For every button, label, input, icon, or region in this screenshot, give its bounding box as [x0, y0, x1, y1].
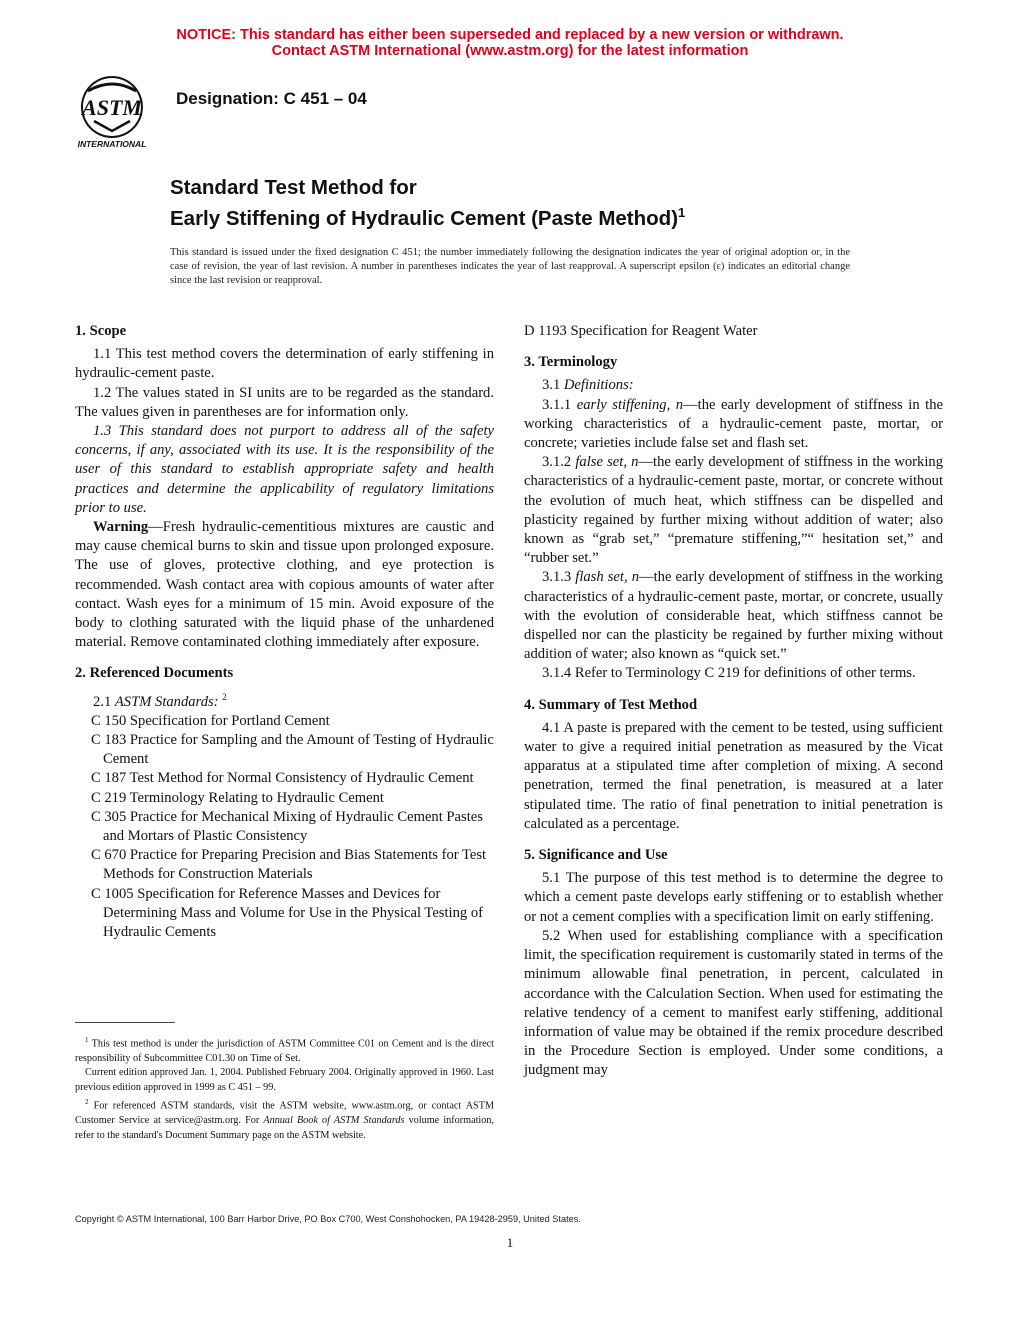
- notice-line-1: NOTICE: This standard has either been superseded and replaced by a new version or withdrawn.: [176, 27, 844, 43]
- footnote-divider: [75, 1022, 175, 1023]
- notice-banner: [0, 27, 1020, 59]
- warning-label: Warning: [93, 519, 149, 536]
- title-footnote-ref[interactable]: 1: [678, 205, 686, 220]
- astm-standards-label: 2.1 ASTM Standards: $^2$: [93, 691, 227, 710]
- definitions-label: 3.1 Definitions:: [542, 377, 634, 394]
- reference-c183: C 183 Practice for Sampling and the Amount of Testing of Hydraulic Cement: [91, 731, 494, 768]
- page-number: 1: [506, 1235, 514, 1250]
- term-flash-set: 3.1.3 flash set, n—the early development of stiffness in the working characteristics of a hydraulic-cement paste, mortar, or concrete, usually with the evolution of considerable heat, which stiffness cannot be dispelled nor can the plasticity be regained by further mixing without addition of water; also known as “quick set.”: [524, 569, 943, 663]
- paragraph-1-3: 1.3 This standard does not purport to address all of the safety concerns, if any, associated with its use. It is the responsibility of the user of this standard to establish appropriate safety and health practices and determine the applicability of regulatory limitations prior to use.: [75, 423, 494, 516]
- warning-paragraph: Warning—Fresh hydraulic-cementitious mixtures are caustic and may cause chemical burns to skin and tissue upon prolonged exposure. The use of gloves, protective clothing, and eye protection is recommended. Wash contact area with copious amounts of water after contact. Wash eyes for a minimum of 15 min. Avoid exposure of the body to clothing saturated with the liquid phase of the unhardened material. Remove contaminated clothing immediately after exposure.: [75, 519, 494, 651]
- section-heading-scope: 1. Scope: [75, 323, 127, 339]
- notice-line-2: Contact ASTM International (www.astm.org) for the latest information: [271, 43, 749, 59]
- section-heading-referenced-documents: 2. Referenced Documents: [75, 665, 234, 682]
- logo-subtext: INTERNATIONAL: [77, 139, 147, 149]
- document-title: [170, 175, 685, 231]
- term-false-set: 3.1.2 false set, n—the early development of stiffness in the working characteristics of a hydraulic-cement paste, mortar, or concrete without the evolution of much heat, which stiffness can be dispelled and plasticity regained by further mixing without addition of water; also known as “grab set,” “premature stiffening,”“ hesitation set,” and “rubber set.”: [524, 454, 943, 567]
- section-heading-terminology: 3. Terminology: [524, 354, 618, 371]
- section-heading-significance: 5. Significance and Use: [524, 847, 668, 864]
- paragraph-5-1: 5.1 The purpose of this test method is to determine the degree to which a cement paste develops early stiffening or to establish whether or not a cement complies with a specification limit on early stiffening.: [524, 870, 943, 925]
- logo-text: ASTM: [82, 95, 142, 120]
- paragraph-4-1: 4.1 A paste is prepared with the cement to be tested, using sufficient water to give a required initial penetration as measured by the Vicat apparatus at a stipulated time after completion of mixing. A second penetration, termed the final penetration, is measured at a later stipulated time. The ratio of final penetration to initial penetration is calculated as a percentage.: [524, 719, 943, 832]
- issue-note: This standard is issued under the fixed designation C 451; the number immediately following the designation indicates the year of original adoption or, in the case of revision, the year of last revision. A number in parentheses indicates the year of last reapproval. A superscript epsilon (ε) indicates an editorial change since the last revision or reapproval.: [170, 247, 850, 286]
- reference-c219: C 219 Terminology Relating to Hydraulic Cement: [91, 789, 384, 806]
- paragraph-1-2: 1.2 The values stated in SI units are to be regarded as the standard. The values given in parentheses are for information only.: [75, 384, 494, 420]
- reference-c1005: C 1005 Specification for Reference Masses and Devices for Determining Mass and Volume for Use in the Physical Testing of Hydraulic Cements: [91, 885, 483, 940]
- reference-c670: C 670 Practice for Preparing Precision and Bias Statements for Test Methods for Construction Materials: [91, 847, 487, 883]
- footnotes: [75, 1022, 494, 1143]
- paragraph-5-2: 5.2 When used for establishing compliance with a specification limit, the specification requirement is customarily stated in terms of the minimum allowable final penetration, in percent, calculated in accordance with the Calculation Section. When used for estimating the relative tendency of a cement to manifest early stiffening, additional information of value may be obtained if the remix procedure described in the Procedure Section is employed. Under some conditions, a judgment may: [524, 927, 943, 1079]
- title-line-1: Standard Test Method for: [170, 176, 417, 199]
- designation: Designation: C 451 – 04: [176, 89, 367, 108]
- right-column: [524, 322, 943, 1081]
- term-early-stiffening: 3.1.1 early stiffening, n—the early development of stiffness in the working characteristics of a hydraulic-cement paste, mortar, or concrete; varieties include false set and flash set.: [524, 396, 943, 452]
- reference-c305: C 305 Practice for Mechanical Mixing of Hydraulic Cement Pastes and Mortars of Plastic Consistency: [91, 808, 483, 844]
- title-line-2: Early Stiffening of Hydraulic Cement (Paste Method)$^1$: [170, 205, 686, 230]
- copyright: Copyright © ASTM International, 100 Barr Harbor Drive, PO Box C700, West Conshohocken, PA 19428-2959, United States.: [75, 1214, 581, 1224]
- astm-logo: [62, 73, 162, 151]
- reference-d1193: D 1193 Specification for Reagent Water: [524, 323, 758, 339]
- term-reference-c219: 3.1.4 Refer to Terminology C 219 for definitions of other terms.: [542, 665, 916, 682]
- section-heading-summary: 4. Summary of Test Method: [524, 696, 698, 713]
- footnote-2: $^2$ For referenced ASTM standards, visit the ASTM website, www.astm.org, or contact ASTM Customer Service at service@astm.org. For Annual Book of ASTM Standards volume information, refer to the standard's Document Summary page on the ASTM website.: [75, 1098, 495, 1141]
- footnote-ref-2[interactable]: 2: [222, 691, 227, 702]
- reference-c150: C 150 Specification for Portland Cement: [91, 712, 330, 729]
- paragraph-1-1: 1.1 This test method covers the determination of early stiffening in hydraulic-cement paste.: [75, 346, 494, 382]
- left-column: [75, 322, 494, 942]
- footnote-1-edition: Current edition approved Jan. 1, 2004. Published February 2004. Originally approved in 1960. Last previous edition approved in 1999 as C 451 – 99.: [75, 1067, 494, 1093]
- footnote-1: $^1$ This test method is under the jurisdiction of ASTM Committee C01 on Cement and is the direct responsibility of Subcommittee C01.30 on Time of Set.: [75, 1036, 494, 1064]
- reference-c187: C 187 Test Method for Normal Consistency of Hydraulic Cement: [91, 770, 474, 787]
